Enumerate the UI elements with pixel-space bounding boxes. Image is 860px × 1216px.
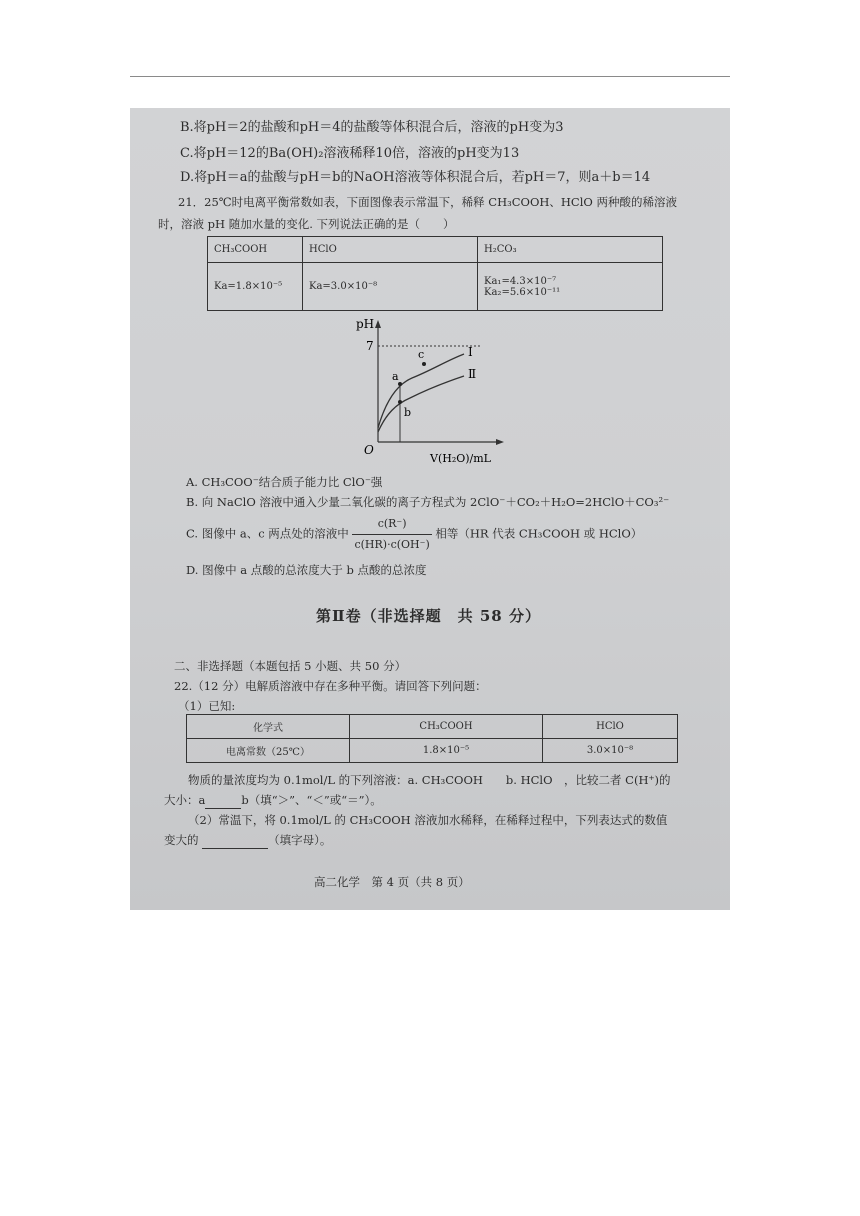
q20-option-b: B.将pH＝2的盐酸和pH＝4的盐酸等体积混合后，溶液的pH变为3: [180, 120, 564, 135]
fraction-numerator: c(R⁻): [352, 514, 431, 535]
q20-option-c: C.将pH＝12的Ba(OH)₂溶液稀释10倍，溶液的pH变为13: [180, 146, 520, 161]
q21-table-ka1: Ka₁=4.3×10⁻⁷: [484, 275, 557, 287]
q22-table-col-formula: 化学式: [187, 715, 350, 739]
curve-I: [378, 354, 464, 428]
q20-option-d: D.将pH＝a的盐酸与pH＝b的NaOH溶液等体积混合后，若pH＝7，则a＋b＝14: [180, 170, 651, 185]
point-a-dot: [398, 382, 402, 386]
q21-option-c-suffix: 相等（HR 代表 CH₃COOH 或 HClO）: [435, 526, 643, 541]
q21-ph-dilution-graph: [340, 316, 510, 464]
answer-blank-2[interactable]: [202, 832, 268, 849]
y-tick-7: 7: [366, 339, 374, 353]
q21-stem-line1: 21．25℃时电离平衡常数如表，下面图像表示常温下，稀释 CH₃COOH、HClO 两种酸的稀溶液: [178, 195, 677, 209]
curve-I-label: Ⅰ: [468, 345, 473, 359]
q21-option-c-prefix: C. 图像中 a、c 两点处的溶液中: [186, 526, 349, 541]
scanned-page-photo: [130, 108, 730, 910]
q21-table-ka-ch3cooh: Ka=1.8×10⁻⁵: [208, 263, 303, 311]
q22-part1-label: （1）已知:: [178, 699, 236, 713]
q22-part2-text-line1: （2）常温下，将 0.1mol/L 的 CH₃COOH 溶液加水稀释，在稀释过程中，下列表达式的数值: [188, 813, 668, 827]
q21-table-ka2: Ka₂=5.6×10⁻¹¹: [484, 286, 561, 298]
section-2-title: 第Ⅱ卷（非选择题 共 58 分）: [316, 607, 541, 625]
q21-option-b: B. 向 NaClO 溶液中通入少量二氧化碳的离子方程式为 2ClO⁻＋CO₂＋H₂O=2HClO＋CO₃²⁻: [186, 495, 670, 509]
header-rule: [130, 76, 730, 77]
q21-option-c-fraction: [352, 514, 431, 555]
q21-table-ka-h2co3: [478, 263, 663, 311]
q21-table-header-ch3cooh: CH₃COOH: [208, 237, 303, 263]
q21-option-a: A. CH₃COO⁻结合质子能力比 ClO⁻强: [186, 475, 383, 489]
q21-ka-table: [207, 236, 663, 311]
q22-stem: 22.（12 分）电解质溶液中存在多种平衡。请回答下列问题：: [174, 679, 487, 693]
q22-table-row-label: 电离常数（25℃）: [187, 739, 350, 763]
curve-II: [378, 376, 464, 432]
part2-heading: 二、非选择题（本题包括 5 小题、共 50 分）: [174, 659, 407, 673]
q22-part2-prefix: 变大的: [164, 833, 199, 847]
x-axis-label: V(H₂O)/mL: [430, 452, 491, 464]
q21-option-c: [186, 514, 642, 555]
point-b-label: b: [404, 406, 412, 419]
point-c-label: c: [418, 348, 425, 361]
y-axis-label: pH: [356, 317, 375, 331]
q21-option-d: D. 图像中 a 点酸的总浓度大于 b 点酸的总浓度: [186, 563, 427, 577]
q22-table-col-ch3cooh: CH₃COOH: [350, 715, 543, 739]
curve-II-label: Ⅱ: [468, 367, 477, 381]
q22-table-val-ch3cooh: 1.8×10⁻⁵: [350, 739, 543, 763]
q22-part1-text-line1: 物质的量浓度均为 0.1mol/L 的下列溶液：a. CH₃COOH b. HClO ，比较二者 C(H⁺)的: [188, 773, 671, 787]
page-footer: 高二化学 第 4 页（共 8 页）: [314, 875, 470, 889]
q21-table-header-h2co3: H₂CO₃: [478, 237, 663, 263]
q22-part1-prefix: 大小：a: [164, 793, 206, 807]
q21-stem-line2: 时，溶液 pH 随加水量的变化. 下列说法正确的是（ ）: [158, 217, 455, 231]
fraction-denominator: c(HR)·c(OH⁻): [354, 538, 430, 551]
answer-blank-1[interactable]: [205, 792, 241, 809]
y-axis-arrow: [375, 320, 381, 328]
q22-table-col-hclo: HClO: [543, 715, 678, 739]
q22-part1-text-line2: [164, 792, 382, 809]
q21-table-ka-hclo: Ka=3.0×10⁻⁸: [303, 263, 478, 311]
origin-label: O: [364, 443, 374, 457]
q22-part1-suffix: b（填“＞”、“＜”或“＝”）。: [241, 793, 382, 807]
q22-ionization-table: [186, 714, 678, 763]
point-c-dot: [422, 362, 426, 366]
q22-part2-text-line2: [164, 832, 331, 849]
point-b-dot: [398, 400, 402, 404]
x-axis-arrow: [496, 439, 504, 445]
q22-table-val-hclo: 3.0×10⁻⁸: [543, 739, 678, 763]
q22-part2-suffix: （填字母）。: [268, 833, 332, 847]
q21-table-header-hclo: HClO: [303, 237, 478, 263]
point-a-label: a: [392, 370, 399, 383]
